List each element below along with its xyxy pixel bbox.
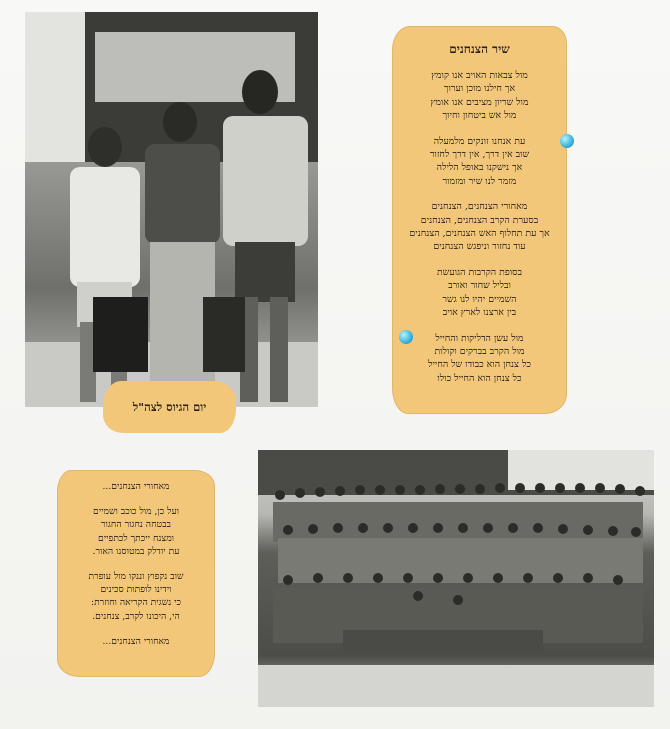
enlistment-day-photo [25, 12, 318, 407]
lyric-line: בבטחה נחגור החגור [101, 519, 171, 531]
lyric-line: מאחורי הצנחנים, הצנחנים [431, 201, 528, 213]
song-lyrics [392, 69, 567, 385]
song-stanza [402, 135, 557, 189]
lyric-line: כל צנחן הוא החייל כולו [437, 372, 522, 384]
lyric-line: כי נשגית הקריאה וחוזרת: [90, 597, 182, 609]
lyric-line: מול שריון מציבים אנו אומץ [430, 96, 529, 108]
pushpin-icon [560, 134, 574, 148]
song-note [392, 26, 567, 414]
lyrics-stanza [65, 505, 207, 558]
soldiers-group-photo [258, 450, 654, 707]
lyric-line: אך עת תחלוף האש הצנחנים, הצנחנים [409, 228, 550, 240]
lyric-line: עת אנחנו זונקים מלמעלה [433, 135, 526, 147]
lyric-line: הי, היכונו לקרב, צנחנים. [92, 610, 180, 622]
lyric-line: מול צבאות האויב אנו קומץ [431, 70, 528, 81]
lyric-line: מול אש ביטחון וחיוך [442, 110, 517, 122]
lyric-line: ומצנח ייכתך לכתפיים [97, 532, 175, 544]
lyrics-stanza [65, 635, 207, 648]
lyrics-note [57, 470, 215, 677]
lyric-line: ובליל שחור ואורב [448, 280, 511, 292]
song-stanza [402, 69, 557, 123]
lyric-line: מול עשן הדליקות והחייל [435, 332, 524, 344]
song-stanza [402, 266, 557, 320]
lyric-line: מאחורי הצנחנים... [102, 481, 170, 492]
lyric-line: מול הקרב בברקים וקולות [434, 345, 525, 357]
song-stanza [402, 332, 557, 386]
song-title: שיר הצנחנים [449, 42, 510, 56]
lyric-line: שוב אין דרך, אין דרך לחזור [429, 149, 530, 161]
pushpin-icon [399, 330, 413, 344]
lyric-line: מזמר לנו שיר ומזמור [442, 175, 517, 187]
lyric-line: בין ארצנו לארץ אויב [442, 307, 517, 319]
lyric-line: אך נישקנו באופל הלילה [436, 162, 523, 174]
soldiers-group-photo-image [258, 450, 654, 707]
lyric-line: ועל כן, מול כוכב ושמיים [93, 506, 179, 518]
photo-caption: יום הגיוס לצה"ל [103, 381, 236, 433]
lyric-line: בסופת הקרבות הגועשת [436, 266, 523, 278]
enlistment-day-photo-image [25, 12, 318, 407]
lyric-line: השמיים יהיו לנו גשר [442, 293, 517, 305]
lyrics-stanza [65, 570, 207, 623]
lyric-line: אך חילנו מוכן וערוך [443, 83, 516, 95]
lyric-line: עת יודלק במטוסנו האור. [92, 545, 180, 557]
lyric-line: מאחורי הצנחנים... [102, 635, 170, 647]
lyric-line: כל צנחן הוא כבודו של החייל [428, 359, 531, 371]
lyrics-note-body [57, 480, 215, 648]
lyric-line: שוב נקפוץ וננקו מול עופרת [88, 571, 184, 583]
song-chorus [402, 200, 557, 254]
lyric-line: עוד נחזור וניפגש הצנחנים [433, 241, 526, 253]
lyric-line: וידינו לופתות סכינים [100, 584, 172, 596]
lyrics-stanza [65, 480, 207, 493]
lyric-line: בסערת הקרב הצנחנים, הצנחנים [420, 214, 539, 226]
